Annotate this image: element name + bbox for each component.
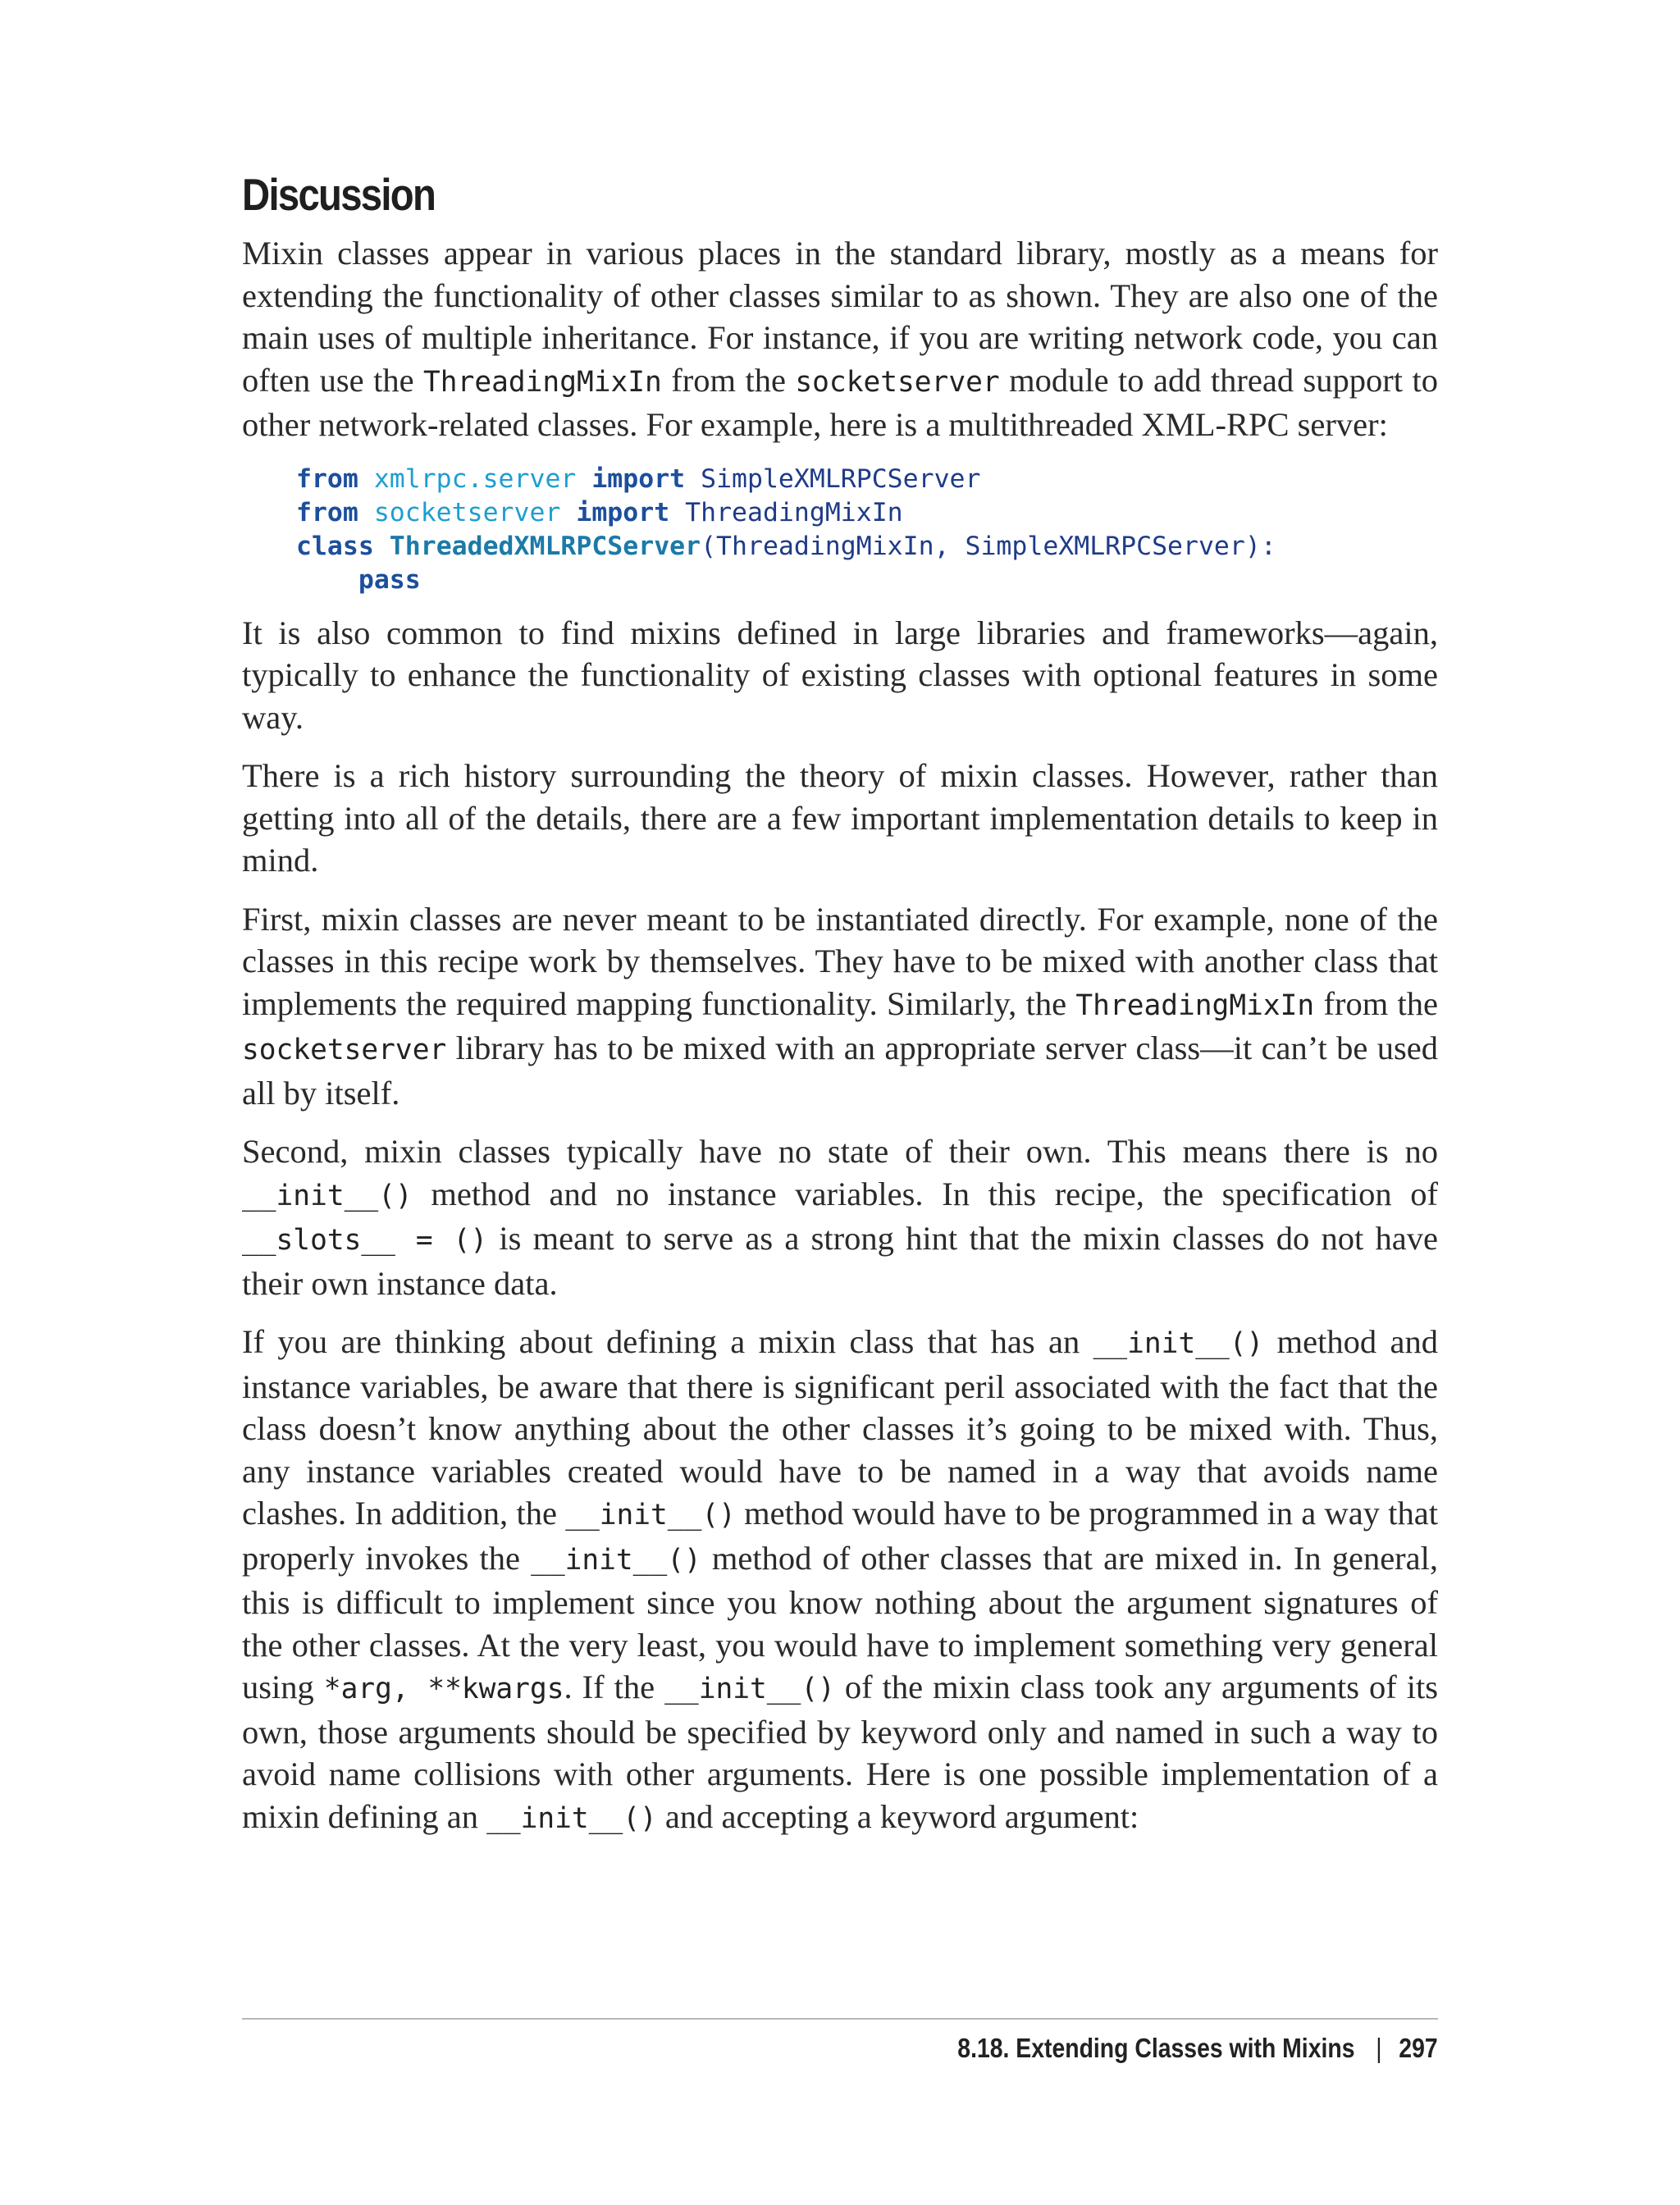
text-run: method and instance variables, be aware that there is significant peril associated with the fact that the class doesn’t know anything about the other classes it’s going to be mixed with. Thus, any instance variables created would have to be named in a way that avoids name clashes. In addition, the (242, 1323, 1438, 1532)
inline-code: socketserver (242, 1034, 447, 1066)
paragraph-4 (242, 898, 1438, 1115)
inline-code: __init__() (531, 1543, 701, 1577)
code-keyword: from (296, 497, 358, 527)
paragraph-6 (242, 1321, 1438, 1840)
paragraph-1 (242, 232, 1438, 446)
text-run: of the mixin class took any arguments of its own, those arguments should be specified by keyword only and named in such a way to avoid name collisions with other arguments. Here is one possible implementation of a mixin defining an (242, 1669, 1439, 1835)
code-module: xmlrpc.server (373, 463, 577, 494)
code-keyword: import (591, 463, 686, 494)
code-module: socketserver (373, 497, 561, 527)
code-keyword: import (576, 497, 670, 527)
inline-code: *arg, **kwargs (323, 1673, 564, 1705)
inline-code: __init__() (565, 1499, 736, 1532)
footer-separator: | (1376, 2033, 1383, 2063)
text-run: from the (661, 361, 796, 399)
inline-code: __init__() (664, 1673, 835, 1705)
text-run: Mixin classes appear in various places in the standard library, mostly as a means for extending the functionality of other classes similar to as shown. They are also one of the main uses of multiple inheritance. For instance, if you are writing network code, you can often use the (242, 235, 1438, 399)
text-run: is meant to serve as a strong hint that the mixin classes do not have their own instance data. (242, 1220, 1438, 1302)
code-class-name: ThreadedXMLRPCServer (389, 531, 701, 561)
code-keyword: from (296, 463, 358, 494)
paragraph-3: There is a rich history surrounding the theory of mixin classes. However, rather than getting into all of the details, there are a few important implementation details to keep in mind. (242, 757, 1438, 879)
text-run: method would have to be programmed in a way that properly invokes the (242, 1495, 1438, 1577)
inline-code: ThreadingMixIn (423, 365, 662, 399)
inline-code: __init__() (242, 1179, 413, 1212)
paragraph-5 (242, 1130, 1438, 1304)
inline-code: __init__() (486, 1801, 657, 1835)
text-run: and accepting a keyword argument: (656, 1797, 1139, 1835)
inline-code: __init__() (1093, 1327, 1264, 1360)
text-run: method of other classes that are mixed in. In general, this is difficult to implement since you know nothing about the argument signatures of the other classes. At the very least, you would have to implement something very general using (242, 1539, 1439, 1705)
code-keyword: class (296, 531, 374, 561)
code-keyword: pass (358, 564, 421, 595)
text-run: from the (1314, 984, 1438, 1022)
chapter-section-title: 8.18. Extending Classes with Mixins (957, 2033, 1355, 2063)
text-run: First, mixin classes are never meant to be instantiated directly. For example, none of the classes in this recipe work by themselves. They have to be mixed with another class that implements the required mapping functionality. Similarly, the (242, 900, 1438, 1022)
code-args: (ThreadingMixIn, SimpleXMLRPCServer): (701, 531, 1276, 561)
page-content (242, 168, 1438, 1856)
text-run: module to add thread support to other network-related classes. For example, here is a multithreaded XML-RPC server: (242, 361, 1438, 443)
inline-code: socketserver (795, 365, 1000, 399)
inline-code: __slots__ = () (242, 1224, 488, 1257)
text-run: If you are thinking about defining a mixin class that has an (242, 1323, 1093, 1360)
paragraph-2: It is also common to find mixins defined in large libraries and frameworks—again, typically to enhance the functionality of existing classes with optional features in some way. (242, 614, 1438, 736)
code-name: ThreadingMixIn (685, 497, 903, 527)
page-footer (242, 2018, 1438, 2063)
inline-code: ThreadingMixIn (1075, 988, 1315, 1022)
text-run: library has to be mixed with an appropriate server class—it can’t be used all by itself. (242, 1029, 1438, 1112)
section-heading: Discussion (242, 169, 436, 220)
code-block (296, 463, 1438, 597)
page-number: 297 (1399, 2033, 1438, 2063)
text-run: method and no instance variables. In this recipe, the specification of (412, 1175, 1438, 1212)
code-name: SimpleXMLRPCServer (701, 463, 981, 494)
text-run: Second, mixin classes typically have no state of their own. This means there is no (242, 1133, 1438, 1170)
text-run: . If the (564, 1669, 665, 1705)
footer-running-head (958, 2033, 1438, 2064)
